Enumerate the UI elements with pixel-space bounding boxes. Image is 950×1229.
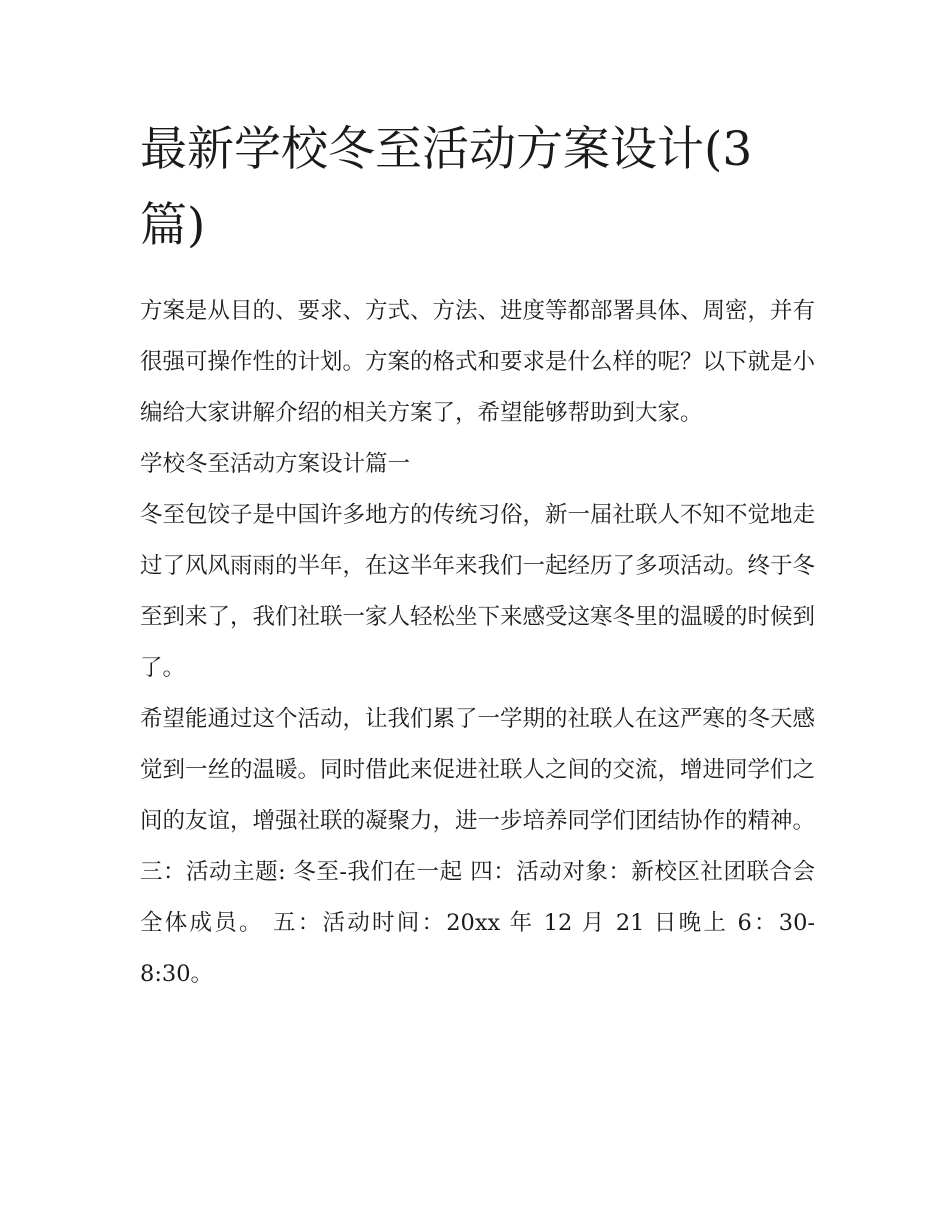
intro-paragraph: 方案是从目的、要求、方式、方法、进度等都部署具体、周密，并有很强可操作性的计划。方案的格式和要求是什么样的呢？以下就是小编给大家讲解介绍的相关方案了，希望能够帮助到大家。: [140, 298, 816, 426]
background-paragraph: 冬至包饺子是中国许多地方的传统习俗，新一届社联人不知不觉地走过了风风雨雨的半年，在这半年来我们一起经历了多项活动。终于冬至到来了，我们社联一家人轻松坐下来感受这寒冬里的温暖的时候到了。: [140, 502, 816, 681]
document-content: [140, 112, 815, 1000]
purpose-paragraph: 希望能通过这个活动，让我们累了一学期的社联人在这严寒的冬天感觉到一丝的温暖。同时借此来促进社联人之间的交流，增进同学们之间的友谊，增强社联的凝聚力，进一步培养同学们团结协作的精神。: [140, 706, 816, 834]
activity-details-paragraph: 三：活动主题: 冬至-我们在一起 四：活动对象：新校区社团联合会全体成员。 五：活动时间：20xx 年 12 月 21 日晚上 6：30-8:30。: [140, 859, 815, 987]
document-title: 最新学校冬至活动方案设计(3篇): [140, 122, 753, 253]
section-heading: 学校冬至活动方案设计篇一: [140, 451, 411, 477]
